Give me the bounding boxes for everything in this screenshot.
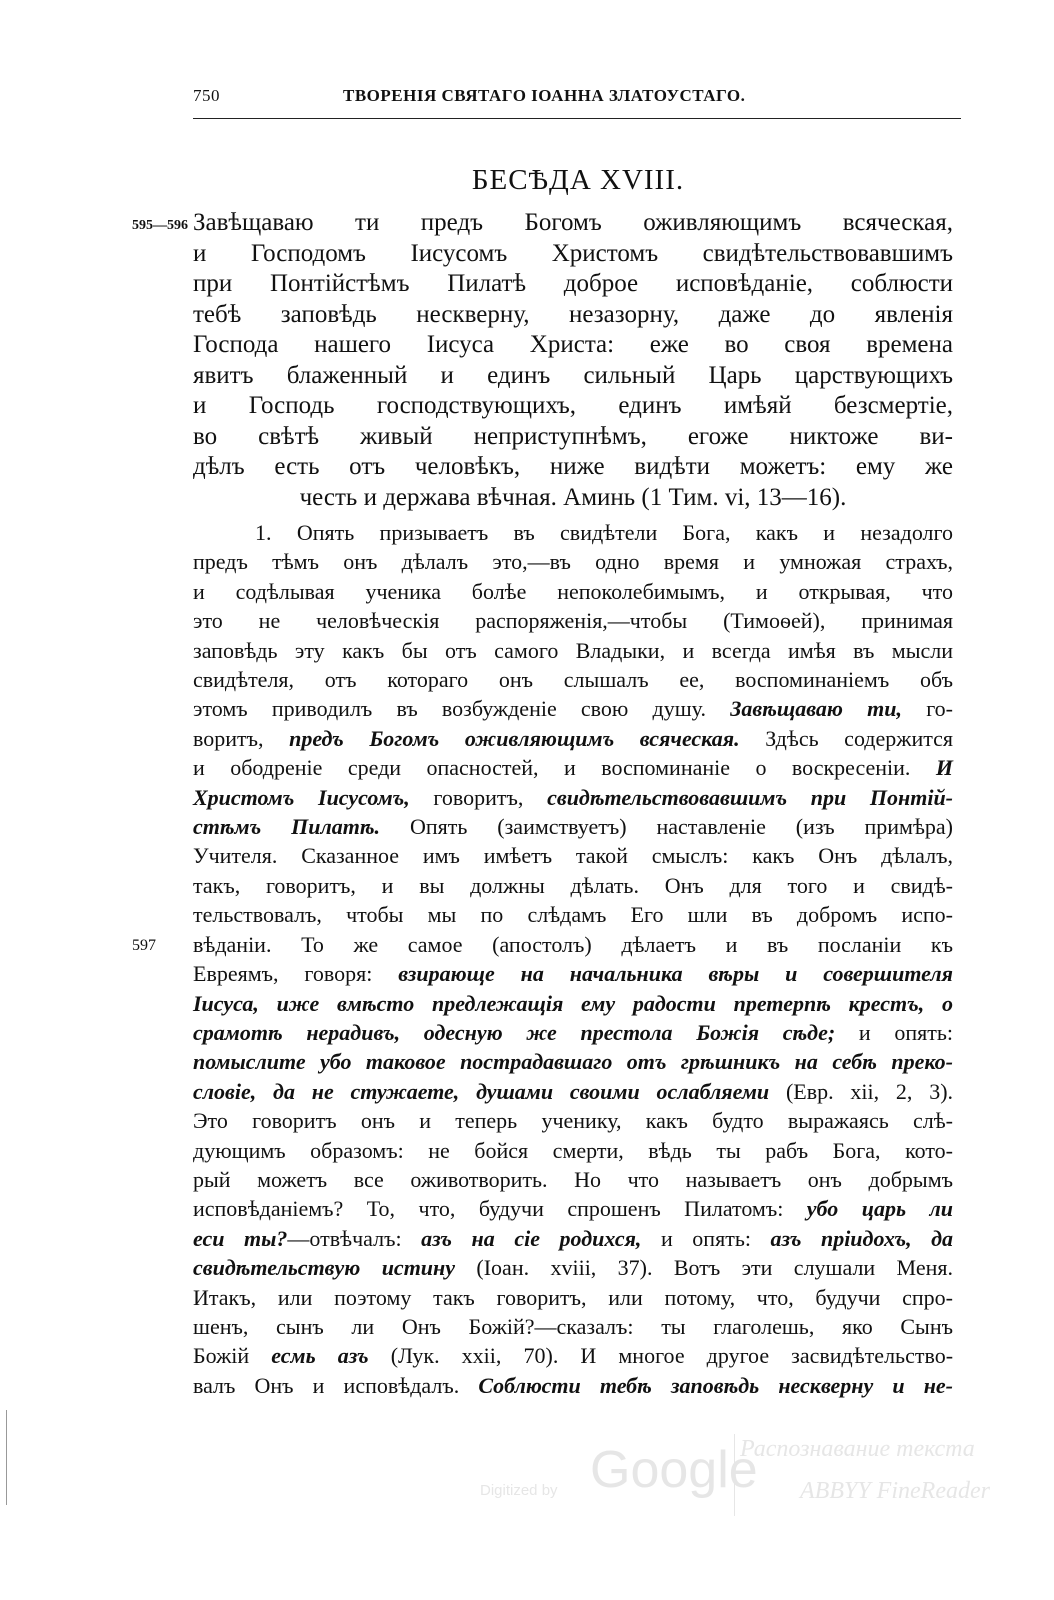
text-run: валъ Онъ и исповѣдалъ. <box>193 1372 460 1398</box>
text-run: —отвѣчалъ: <box>287 1225 402 1251</box>
text-run: Евреямъ, говоря: <box>193 961 373 987</box>
watermark-digitized-text: Digitized by <box>480 1482 558 1499</box>
epigraph-line: и Господомъ Іисусомъ Христомъ свидѣтельствовавшимъ <box>193 239 953 267</box>
text-line: рый можетъ все оживотворить. Но что называетъ онъ добрымъ <box>193 1166 953 1192</box>
text-line: шенъ, сынъ ли Онъ Божій?—сказалъ: ты глаголешь, яко Сынъ <box>193 1313 953 1339</box>
text-line <box>193 989 953 1018</box>
text-line <box>193 1047 953 1076</box>
scripture-quote: убо царь ли <box>806 1196 953 1222</box>
text-line: Учителя. Сказанное имъ имѣетъ такой смыслъ: какъ Онъ дѣлалъ, <box>193 843 953 869</box>
text-run: Опять (заимствуетъ) наставленіе (изъ примѣра) <box>409 814 954 840</box>
text-line <box>193 1341 953 1370</box>
scripture-quote: срамотѣ нерадивъ, одесную же престола Божія сѣде; <box>193 1019 836 1045</box>
watermark-google-logo: Google <box>590 1441 758 1499</box>
scripture-quote: предъ Богомъ оживляющимъ всяческая. <box>289 725 740 751</box>
epigraph-line: дѣлъ есть отъ человѣкъ, ниже видѣти можетъ: ему же <box>193 453 953 480</box>
text-line <box>193 1371 953 1400</box>
text-line: Итакъ, или поэтому такъ говоритъ, или потому, что, будучи спро- <box>193 1284 953 1310</box>
text-line: заповѣдь эту какъ бы отъ самого Владыки, и всегда имѣя въ мысли <box>193 637 953 663</box>
text-line: дующимъ образомъ: не бойся смерти, вѣдь ты рабъ Бога, кото- <box>193 1137 953 1163</box>
text-line <box>193 694 953 723</box>
text-line: предъ тѣмъ онъ дѣлалъ это,—въ одно время и умножая страхъ, <box>193 549 953 575</box>
text-run: исповѣданіемъ? То, что, будучи спрошенъ Пилатомъ: <box>193 1196 784 1222</box>
digitization-watermark <box>480 1430 1000 1520</box>
text-line <box>193 724 953 753</box>
text-run: Здѣсь содержится <box>765 725 954 751</box>
text-line <box>193 1253 953 1282</box>
scripture-quote: Христомъ Іисусомъ, <box>193 784 410 810</box>
text-line <box>193 1224 953 1253</box>
chapter-title: БЕСѢДА XVIII. <box>471 164 685 196</box>
text-run: и ободреніе среди опасностей, и воспоминаніе о воскресеніи. <box>193 755 911 781</box>
scripture-quote: Соблюсти тебѣ заповѣдь нескверну и не- <box>478 1372 954 1398</box>
text-line <box>193 753 953 782</box>
text-line <box>193 812 953 841</box>
watermark-ocr-brand: ABBYY FineReader <box>800 1478 990 1504</box>
epigraph-line: при Понтійстѣмъ Пилатѣ доброе исповѣданіе, соблюсти <box>193 270 953 297</box>
scripture-quote: И <box>935 755 953 781</box>
epigraph-line: Завѣщаваю ти предъ Богомъ оживляющимъ всяческая, <box>193 209 953 236</box>
epigraph-line: честь и держава вѣчная. Аминь (1 Тим. vi, 13—16). <box>299 483 847 511</box>
text-run: и опять: <box>858 1019 953 1045</box>
text-run: говоритъ, <box>433 784 524 810</box>
margin-note-page-ref: 595—596 <box>132 218 188 233</box>
text-line: Это говоритъ онъ и теперь ученику, какъ будто выражаясь слѣ- <box>193 1108 953 1134</box>
scripture-quote: азъ на сіе родихся, <box>421 1225 642 1251</box>
text-line: вѣданіи. То же самое (апостолъ) дѣлаетъ и въ посланіи къ <box>193 931 953 957</box>
text-line: 1. Опять призываетъ въ свидѣтели Бога, какъ и незадолго <box>255 520 953 545</box>
scripture-quote: Іисуса, иже вмѣсто предлежащія ему радости претерпѣ крестъ, о <box>193 990 953 1016</box>
text-run: (Евр. xii, 2, 3). <box>785 1078 954 1104</box>
scripture-quote: свидѣтельствую истину <box>193 1255 456 1281</box>
epigraph-line: тебѣ заповѣдь нескверну, незазорну, даже до явленія <box>193 300 953 328</box>
text-run: воритъ, <box>193 725 264 751</box>
scripture-quote: еси ты? <box>193 1225 288 1251</box>
scripture-quote: словіе, да не стужаете, душами своими ослабляеми <box>193 1078 770 1104</box>
text-line: и содѣлывая ученика болѣе непоколебимымъ, и открывая, что <box>193 578 953 604</box>
watermark-divider <box>734 1434 735 1516</box>
scripture-quote: азъ пріидохъ, да <box>770 1225 954 1251</box>
watermark-ocr-text: Распознавание текста <box>740 1436 975 1462</box>
scripture-quote: помыслите убо таковое пострадавшаго отъ грѣшникъ на себѣ преко- <box>193 1049 953 1075</box>
epigraph-line: явитъ блаженный и единъ сильный Царь царствующихъ <box>193 361 953 389</box>
text-run: го- <box>926 696 954 722</box>
page-number: 750 <box>193 86 220 105</box>
text-run: этомъ приводилъ въ возбужденіе свою душу. <box>193 696 706 722</box>
scripture-quote: свидѣтельствовавшимъ при Понтій- <box>547 784 953 810</box>
scripture-quote: Завѣщаваю ти, <box>730 696 902 722</box>
running-title: ТВОРЕНІЯ СВЯТАГО ІОАННА ЗЛАТОУСТАГО. <box>343 86 746 105</box>
text-line <box>193 959 953 988</box>
text-line: свидѣтеля, отъ котораго онъ слышалъ ее, воспоминаніемъ объ <box>193 667 953 693</box>
scan-edge-line <box>6 1410 7 1505</box>
text-run: (Іоан. xviii, 37). Вотъ эти слушали Меня. <box>476 1255 953 1281</box>
text-line: это не человѣческія распоряженія,—чтобы (Тимоѳей), принимая <box>193 608 953 634</box>
epigraph-line: Господа нашего Іисуса Христа: еже во своя времена <box>193 331 953 358</box>
epigraph <box>193 208 953 513</box>
margin-note-page-ref: 597 <box>132 937 156 954</box>
scripture-quote: взирающе на начальника вѣры и совершителя <box>398 961 954 987</box>
text-line <box>193 783 953 812</box>
epigraph-line: во свѣтѣ живый неприступнѣмъ, егоже никтоже ви- <box>193 422 953 450</box>
epigraph-line: и Господь господствующихъ, единъ имѣяй безсмертіе, <box>193 392 953 419</box>
text-line <box>193 1194 953 1223</box>
header-rule <box>193 118 961 119</box>
text-run: Божій <box>193 1343 250 1369</box>
body-text <box>193 518 953 1400</box>
text-line: такъ, говоритъ, и вы должны дѣлать. Онъ для того и свидѣ- <box>193 872 953 898</box>
scripture-quote: есмь азъ <box>271 1343 369 1369</box>
scripture-quote: стѣмъ Пилатѣ. <box>193 814 381 840</box>
text-run: (Лук. xxii, 70). И многое другое засвидѣтельство- <box>390 1343 954 1369</box>
text-run: и опять: <box>660 1225 751 1251</box>
text-line <box>193 1018 953 1047</box>
text-line: тельствовалъ, чтобы мы по слѣдамъ Его шли въ добромъ испо- <box>193 902 953 928</box>
text-line <box>193 1077 953 1106</box>
